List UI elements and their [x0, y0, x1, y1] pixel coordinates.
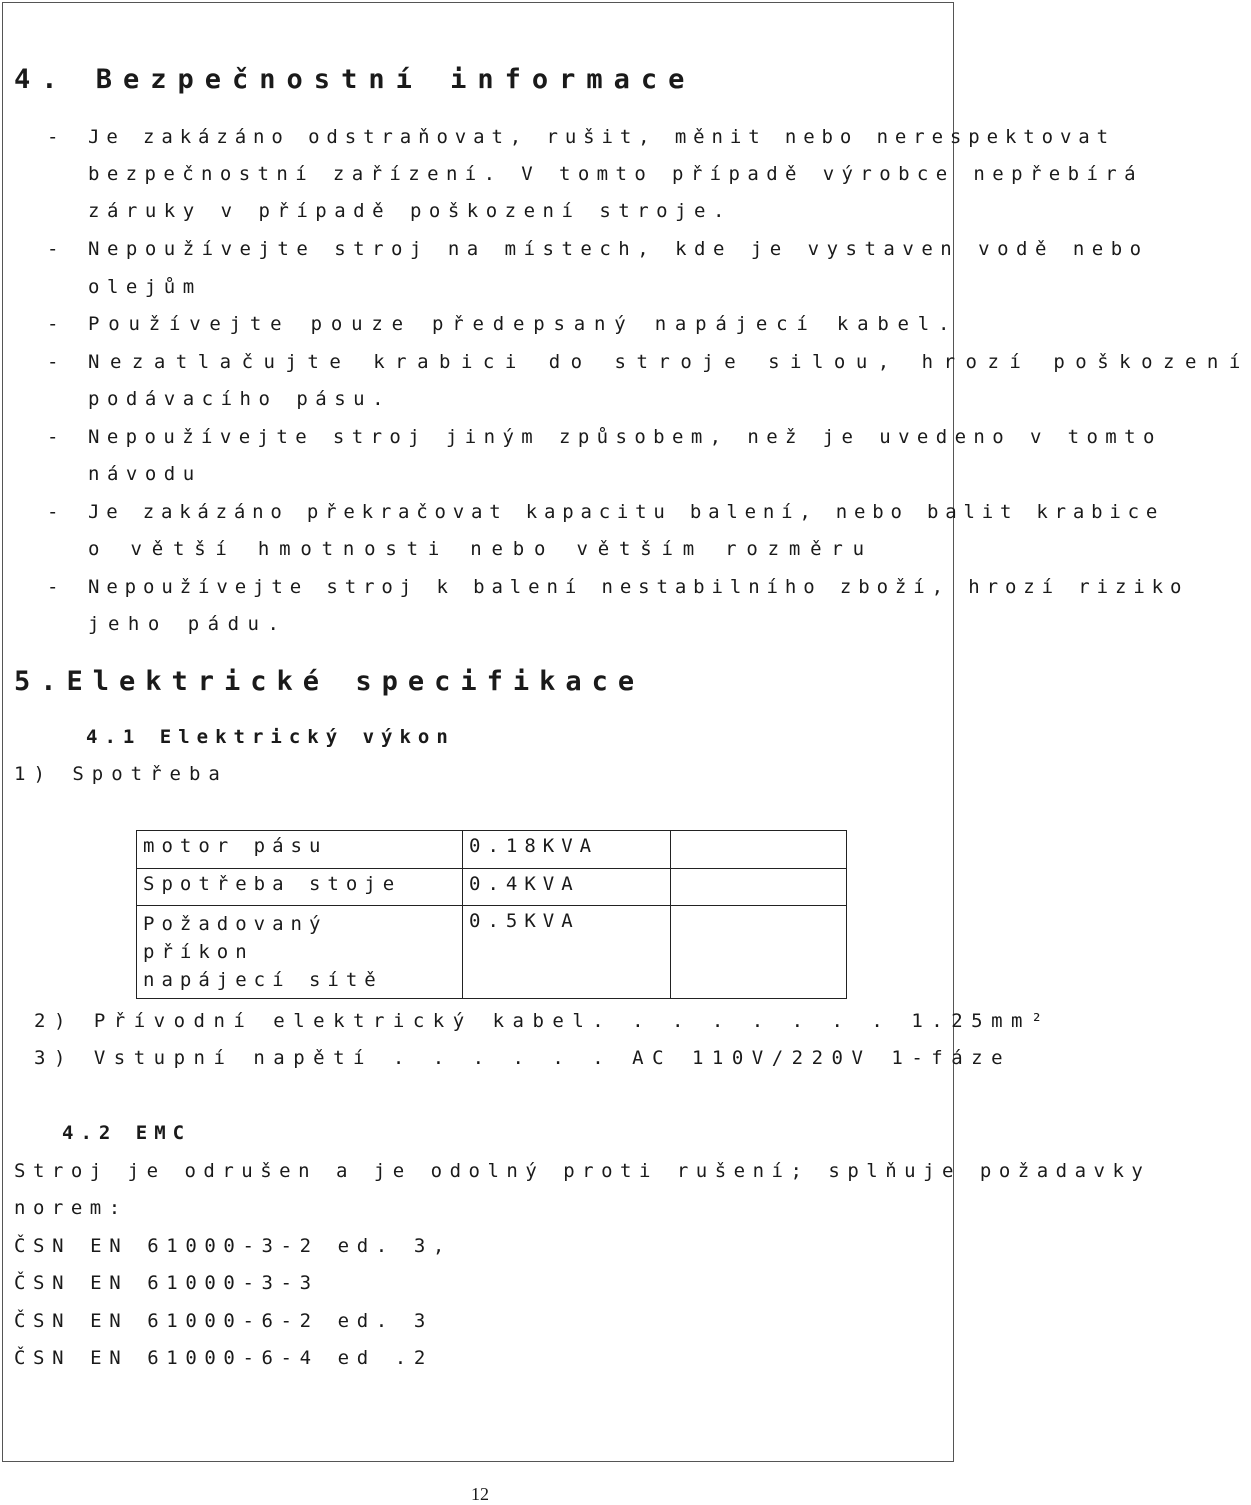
spec-label: Požadovaný příkon napájecí sítě: [137, 906, 463, 999]
safety-item-3-line-1: Používejte pouze předepsaný napájecí kabel.: [88, 313, 959, 335]
safety-item-1-line-2: bezpečnostní zařízení. V tomto případě výrobce nepřebírá: [88, 163, 1143, 185]
safety-item-1-line-3: záruky v případě poškození stroje.: [88, 200, 732, 222]
norm-item: ČSN EN 61000-6-4 ed .2: [14, 1347, 433, 1369]
spec-label: Spotřeba stoje: [137, 869, 463, 906]
safety-item-2-line-2: olejům: [88, 276, 202, 298]
norm-item: ČSN EN 61000-3-2 ed. 3,: [14, 1235, 452, 1257]
voltage-spec: 3) Vstupní napětí . . . . . . AC 110V/220V 1-fáze: [34, 1047, 1012, 1069]
subsection-electrical-power: 4.1 Elektrický výkon: [86, 726, 455, 748]
page-number: 12: [471, 1484, 489, 1504]
section-4-title: 4. Bezpečnostní informace: [14, 64, 696, 95]
safety-item-6-line-1: Je zakázáno překračovat kapacitu balení, nebo balit krabice: [88, 501, 1165, 523]
power-spec-table: [136, 830, 847, 999]
spec-extra: [671, 869, 847, 906]
table-row: [137, 869, 847, 906]
table-row: [137, 831, 847, 869]
consumption-label: 1) Spotřeba: [14, 763, 228, 785]
cable-spec: 2) Přívodní elektrický kabel. . . . . . . . 1.25mm²: [34, 1010, 1051, 1032]
spec-value: 0.5KVA: [463, 906, 671, 999]
bullet-dash: -: [47, 126, 59, 148]
subsection-emc: 4.2 EMC: [62, 1122, 192, 1144]
spec-label: motor pásu: [137, 831, 463, 869]
safety-item-7-line-2: jeho pádu.: [88, 613, 288, 635]
safety-item-4-line-2: podávacího pásu.: [88, 388, 392, 410]
section-5-title: 5.Elektrické specifikace: [14, 666, 645, 697]
safety-item-2-line-1: Nepoužívejte stroj na místech, kde je vystaven vodě nebo: [88, 238, 1149, 260]
spec-extra: [671, 831, 847, 869]
emc-text-line-2: norem:: [14, 1197, 128, 1219]
spec-value: 0.4KVA: [463, 869, 671, 906]
bullet-dash: -: [47, 576, 59, 598]
bullet-dash: -: [47, 313, 59, 335]
bullet-dash: -: [47, 426, 59, 448]
bullet-dash: -: [47, 501, 59, 523]
safety-item-5-line-2: návodu: [88, 463, 202, 485]
safety-item-7-line-1: Nepoužívejte stroj k balení nestabilního zboží, hrozí riziko: [88, 576, 1189, 598]
norm-item: ČSN EN 61000-6-2 ed. 3: [14, 1310, 433, 1332]
safety-item-6-line-2: o větší hmotnosti nebo větším rozměru: [88, 538, 874, 560]
bullet-dash: -: [47, 351, 59, 373]
bullet-dash: -: [47, 238, 59, 260]
table-row: [137, 906, 847, 999]
emc-text-line-1: Stroj je odrušen a je odolný proti rušení; splňuje požadavky: [14, 1160, 1151, 1182]
safety-item-4-line-1: Nezatlačujte krabici do stroje silou, hrozí poškození: [88, 351, 1251, 373]
norm-item: ČSN EN 61000-3-3: [14, 1272, 319, 1294]
safety-item-5-line-1: Nepoužívejte stroj jiným způsobem, než je uvedeno v tomto: [88, 426, 1162, 448]
spec-extra: [671, 906, 847, 999]
spec-value: 0.18KVA: [463, 831, 671, 869]
safety-item-1-line-1: Je zakázáno odstraňovat, rušit, měnit nebo nerespektovat: [88, 126, 1115, 148]
